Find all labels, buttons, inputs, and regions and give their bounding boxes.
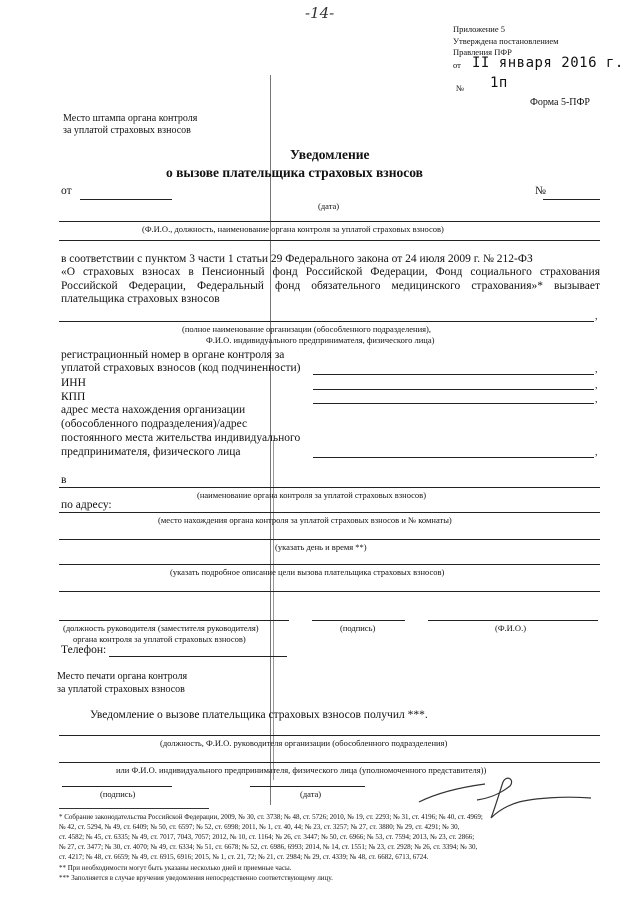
- body-line-3: Российской Федерации, Федеральный фонд обязательного медицинского страхования»* вызывает: [61, 280, 600, 292]
- date-field[interactable]: [80, 199, 172, 200]
- head-sign-caption: (подпись): [340, 623, 376, 633]
- appendix-line-3: Правления ПФР: [453, 47, 512, 57]
- inn-field-comma: ,: [595, 380, 598, 391]
- address-label-1: адрес места нахождения организации: [61, 404, 246, 416]
- head-caption-1: (должность руководителя (заместителя руководителя): [63, 623, 259, 633]
- number-field[interactable]: [543, 199, 600, 200]
- page-title: Уведомление: [290, 147, 370, 162]
- purpose-extra-field[interactable]: [59, 591, 600, 592]
- number-label: №: [535, 185, 546, 197]
- page-subtitle: о вызове плательщика страховых взносов: [166, 165, 423, 180]
- body-line-2: «О страховых взносах в Пенсионный фонд Российской Федерации, Фонд социального страхования: [61, 266, 600, 278]
- receiver-sign-field[interactable]: [62, 786, 172, 787]
- footnote-5: ст. 4217; № 48, ст. 6659; № 49, ст. 6915, 6916; 2015, № 1, ст. 21, 72; № 21, ст. 2984; № 29, ст. 4339; № 48, ст. 6682, 6713, 6724.: [59, 853, 429, 861]
- inn-field[interactable]: [313, 389, 594, 390]
- org-caption-1: (полное наименование организации (обособленного подразделения),: [182, 324, 432, 334]
- appendix-line-2: Утверждена постановлением: [453, 36, 559, 46]
- form-name: Форма 5-ПФР: [530, 97, 590, 108]
- kpp-field-comma: ,: [595, 394, 598, 405]
- purpose-field[interactable]: [59, 564, 600, 565]
- receiver-date-caption: (дата): [300, 789, 322, 799]
- head-fio-field[interactable]: [428, 620, 598, 621]
- address-label-3: постоянного места жительства индивидуального: [61, 432, 301, 444]
- received-text: Уведомление о вызове плательщика страховых взносов получил ***.: [90, 709, 428, 721]
- footnote-7: *** Заполняется в случае вручения уведомления непосредственно соответствующему лицу.: [59, 874, 333, 882]
- footnote-4: № 27, ст. 3477; № 30, ст. 4070; № 49, ст. 6334; № 51, ст. 6678; № 52, ст. 6986, 6993; 2014, № 14, ст. 1551; № 23, ст. 2928; № 26, ст. 3394; № 30,: [59, 843, 478, 851]
- appendix-date: II января 2016 г.: [472, 55, 624, 71]
- footnote-2: № 42, ст. 5294, № 49, ст. 6409; № 50, ст. 6597; № 52, ст. 6998; 2011, № 1, ст. 40, 44; № 23, ст. 3257; № 27, ст. 3880; № 29, ст. 4291; № 30,: [59, 823, 460, 831]
- head-sign-field[interactable]: [312, 620, 405, 621]
- received-caption-2: или Ф.И.О. индивидуального предпринимателя, физического лица (уполномоченного представителя)): [116, 765, 487, 775]
- receiver-sign-caption: (подпись): [100, 789, 136, 799]
- address-label-4: предпринимателя, физического лица: [61, 446, 241, 458]
- location-caption: (место нахождения органа контроля за уплатой страховых взносов и № комнаты): [158, 515, 452, 525]
- reg-number-label-1: регистрационный номер в органе контроля за: [61, 349, 285, 361]
- footnote-1: * Собрание законодательства Российской Федерации, 2009, № 30, ст. 3738; № 48, ст. 5726; 2010, № 19, ст. 2293; № 31, ст. 4196; № 40, ст. 4969;: [59, 813, 483, 821]
- day-time-field[interactable]: [59, 539, 600, 540]
- reg-number-label-2: уплатой страховых взносов (код подчиненности): [61, 362, 301, 374]
- kpp-field[interactable]: [313, 403, 594, 404]
- head-position-field[interactable]: [59, 620, 289, 621]
- received-field-2[interactable]: [59, 762, 600, 763]
- date-from-label: от: [61, 185, 72, 197]
- fio-field[interactable]: [59, 221, 600, 222]
- by-address-label: по адресу:: [61, 499, 112, 511]
- organ-caption: (наименование органа контроля за уплатой страховых взносов): [197, 490, 427, 500]
- footnote-6: ** При необходимости могут быть указаны несколько дней и приемные часы.: [59, 864, 292, 872]
- seal-place-line-2: за уплатой страховых взносов: [57, 684, 185, 695]
- fio-caption: (Ф.И.О., должность, наименование органа контроля за уплатой страховых взносов): [142, 224, 444, 234]
- appendix-from-label: от: [453, 60, 461, 70]
- appendix-number: 1п: [490, 75, 508, 91]
- body-line-4: плательщика страховых взносов: [61, 293, 220, 305]
- stamp-place-line-2: за уплатой страховых взносов: [63, 125, 191, 136]
- org-caption-2: Ф.И.О. индивидуального предпринимателя, физического лица): [206, 335, 435, 345]
- reg-field-comma: ,: [595, 364, 598, 375]
- organ-field[interactable]: [59, 487, 600, 488]
- address-label-2: (обособленного подразделения)/адрес: [61, 418, 248, 430]
- footnote-3: ст. 4582; № 45, ст. 6335; № 49, ст. 7017, 7043, 7057; 2012, № 10, ст. 1164; № 26, ст. 3447; № 50, ст. 6966; № 53, ст. 7594; 2013, № 23, ст. 2866;: [59, 833, 475, 841]
- appendix-number-label: №: [456, 83, 465, 93]
- footnote-separator: [59, 808, 209, 809]
- day-time-caption: (указать день и время **): [275, 542, 367, 552]
- location-field[interactable]: [59, 512, 600, 513]
- kpp-label: КПП: [61, 391, 86, 403]
- reg-number-field[interactable]: [313, 374, 594, 375]
- head-fio-caption: (Ф.И.О.): [495, 623, 527, 633]
- received-caption-1: (должность, Ф.И.О. руководителя организации (обособленного подразделения): [160, 738, 448, 748]
- address-field[interactable]: [313, 457, 594, 458]
- address-field-comma: ,: [595, 447, 598, 458]
- appendix-line-1: Приложение 5: [453, 24, 505, 34]
- stamp-place-line-1: Место штампа органа контроля: [63, 113, 198, 124]
- body-line-1: в соответствии с пунктом 3 части 1 статьи 29 Федерального закона от 24 июля 2009 г. № 212-ФЗ: [61, 253, 533, 265]
- page-mark: -14-: [305, 4, 335, 22]
- seal-place-line-1: Место печати органа контроля: [57, 671, 188, 682]
- purpose-caption: (указать подробное описание цели вызова плательщика страховых взносов): [170, 567, 445, 577]
- receiver-date-field[interactable]: [250, 786, 365, 787]
- phone-label: Телефон:: [61, 644, 107, 656]
- date-caption: (дата): [318, 201, 340, 211]
- blank-line[interactable]: [59, 240, 600, 241]
- org-field-comma: ,: [595, 311, 598, 322]
- in-label: в: [61, 474, 67, 486]
- org-name-field[interactable]: [59, 321, 594, 322]
- inn-label: ИНН: [61, 377, 86, 389]
- head-caption-2: органа контроля за уплатой страховых взносов): [73, 634, 246, 644]
- phone-field[interactable]: [109, 656, 287, 657]
- received-field-1[interactable]: [59, 735, 600, 736]
